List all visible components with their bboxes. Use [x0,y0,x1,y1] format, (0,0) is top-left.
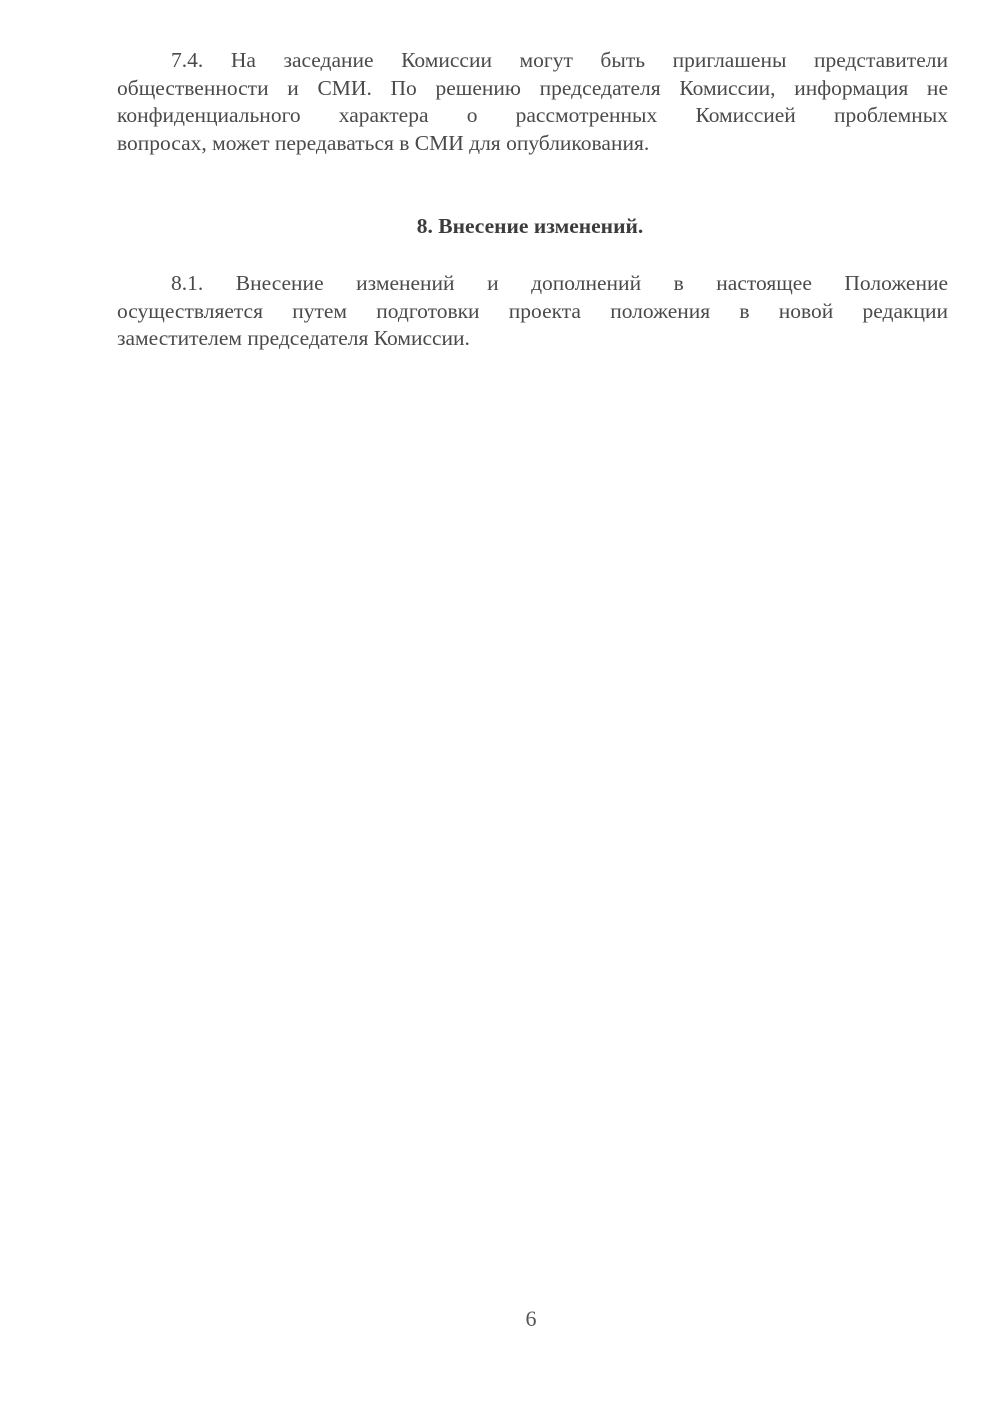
text-line: конфиденциального характера о рассмотренных Комиссией проблемных [117,103,948,127]
section-heading: 8. Внесение изменений. [416,214,644,238]
text-line: 7.4. На заседание Комиссии могут быть приглашены представители [171,48,948,72]
paragraph-8-1 [117,270,948,353]
page-number: 6 [525,1306,537,1331]
text-line: 8.1. Внесение изменений и дополнений в настоящее Положение [171,271,948,295]
text-line: вопросах, может передаваться в СМИ для опубликования. [117,130,650,155]
paragraph-7-4 [117,47,948,157]
text-line: осуществляется путем подготовки проекта положения в новой редакции [117,298,948,323]
text-line: заместителем председателя Комиссии. [117,326,470,350]
text-line: общественности и СМИ. По решению председателя Комиссии, информация не [117,75,948,100]
